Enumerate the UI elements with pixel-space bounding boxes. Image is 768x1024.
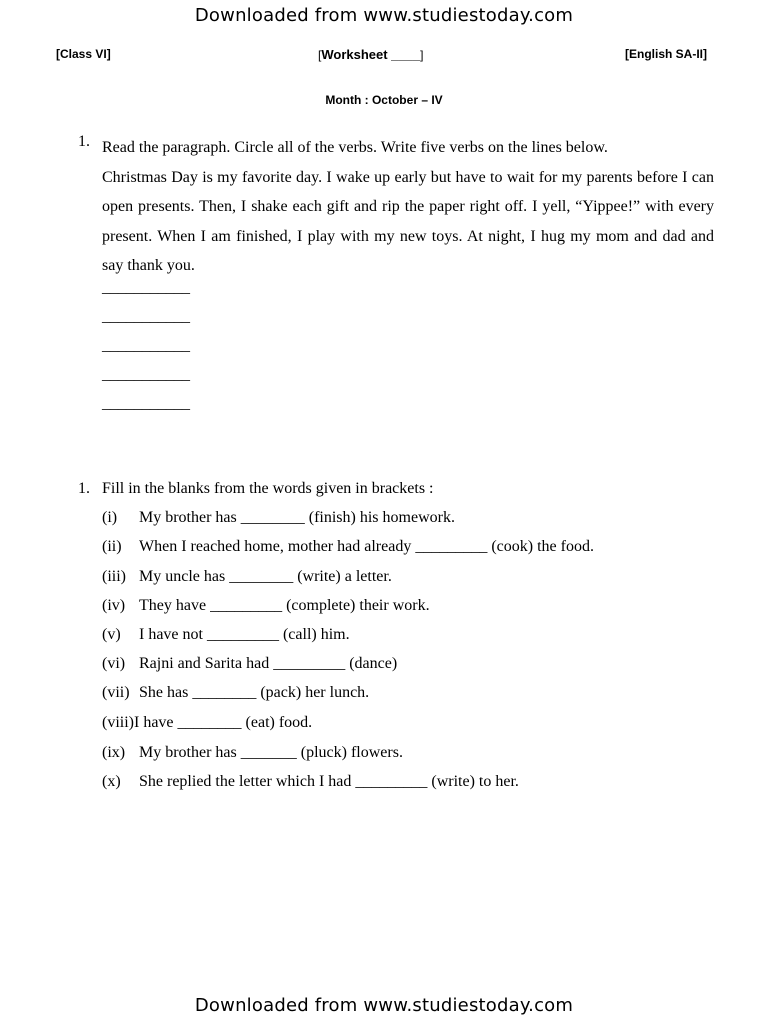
list-item bbox=[102, 509, 455, 527]
month-label: Month : October – IV bbox=[325, 93, 443, 107]
worksheet-label bbox=[318, 47, 423, 62]
answer-line[interactable]: ___________ bbox=[102, 337, 190, 354]
item-numeral: (ix) bbox=[102, 744, 126, 761]
list-item bbox=[102, 714, 312, 732]
question-1-instruction: Read the paragraph. Circle all of the verbs. Write five verbs on the lines below. bbox=[102, 139, 608, 156]
item-numeral: (viii) bbox=[102, 714, 134, 731]
question-2-instruction: Fill in the blanks from the words given in brackets : bbox=[102, 480, 434, 497]
worksheet-title: Worksheet ____ bbox=[321, 47, 421, 62]
list-item bbox=[102, 744, 403, 762]
list-item bbox=[102, 568, 392, 586]
item-text: She has ________ (pack) her lunch. bbox=[139, 684, 370, 701]
question-1 bbox=[102, 133, 714, 281]
item-text: I have ________ (eat) food. bbox=[134, 714, 313, 731]
worksheet-bracket-open: [ bbox=[318, 48, 322, 62]
worksheet-bracket-close: ] bbox=[420, 48, 424, 62]
item-numeral: (iii) bbox=[102, 568, 126, 585]
item-numeral: (i) bbox=[102, 509, 118, 526]
item-numeral: (iv) bbox=[102, 597, 126, 614]
item-text: My brother has ________ (finish) his homework. bbox=[139, 509, 455, 526]
list-item bbox=[102, 597, 430, 615]
item-numeral: (vii) bbox=[102, 684, 130, 701]
item-numeral: (v) bbox=[102, 626, 121, 643]
item-numeral: (x) bbox=[102, 773, 121, 790]
subject-label: [English SA-II] bbox=[625, 47, 707, 61]
list-item bbox=[102, 655, 397, 673]
item-text: When I reached home, mother had already _________ (cook) the food. bbox=[139, 538, 594, 555]
question-1-paragraph: Christmas Day is my favorite day. I wake up early but have to wait for my parents before I can open presents. Then, I shake each gift and rip the paper right off. I yell, “Yippee!” with every present. When I am finished, I play with my new toys. At night, I hug my mom and dad and say thank you. bbox=[102, 168, 714, 274]
item-numeral: (vi) bbox=[102, 655, 126, 672]
item-text: My brother has _______ (pluck) flowers. bbox=[139, 744, 403, 761]
answer-line[interactable]: ___________ bbox=[102, 366, 190, 383]
question-2-number: 1. bbox=[78, 480, 90, 497]
list-item bbox=[102, 684, 369, 702]
class-label: [Class VI] bbox=[56, 47, 111, 61]
item-text: They have _________ (complete) their work. bbox=[139, 597, 430, 614]
item-numeral: (ii) bbox=[102, 538, 122, 555]
answer-line[interactable]: ___________ bbox=[102, 279, 190, 296]
item-text: Rajni and Sarita had _________ (dance) bbox=[139, 655, 398, 672]
download-banner-bottom: Downloaded from www.studiestoday.com bbox=[194, 995, 574, 1016]
answer-line[interactable]: ___________ bbox=[102, 308, 190, 325]
item-text: My uncle has ________ (write) a letter. bbox=[139, 568, 392, 585]
item-text: She replied the letter which I had _________ (write) to her. bbox=[139, 773, 519, 790]
list-item bbox=[102, 626, 350, 644]
question-1-number: 1. bbox=[78, 133, 90, 150]
list-item bbox=[102, 773, 519, 791]
answer-line[interactable]: ___________ bbox=[102, 395, 190, 412]
download-banner-top: Downloaded from www.studiestoday.com bbox=[194, 5, 574, 26]
item-text: I have not _________ (call) him. bbox=[139, 626, 350, 643]
list-item bbox=[102, 538, 594, 556]
